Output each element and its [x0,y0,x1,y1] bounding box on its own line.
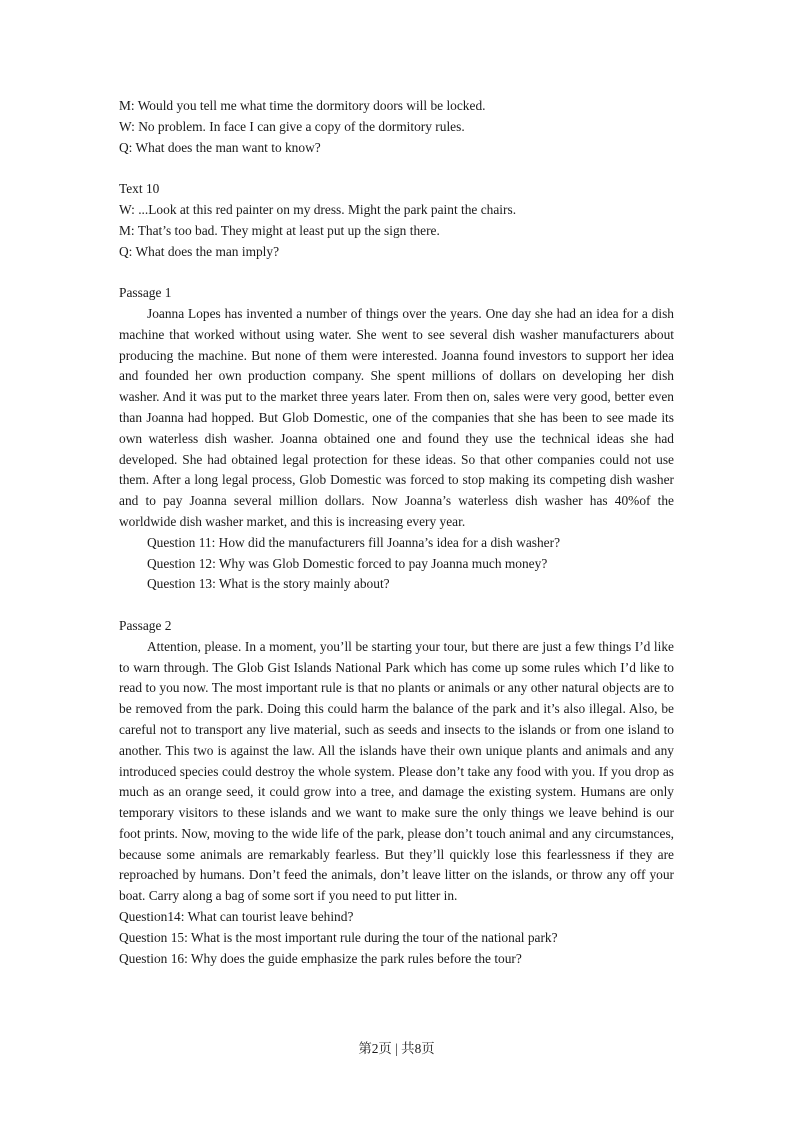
question-item: Question 11: How did the manufacturers fill Joanna’s idea for a dish washer? [147,534,561,550]
spacer [119,262,674,283]
dialogue-line: M: Would you tell me what time the dormitory doors will be locked. [119,98,486,113]
spacer [119,158,674,179]
section-heading: Passage 1 [119,285,172,301]
spacer [119,595,674,616]
dialogue-line: M: That’s too bad. They might at least put up the sign there. [119,222,440,238]
dialogue-text-10 [119,179,674,262]
dialogue-line: W: ...Look at this red painter on my dress. Might the park paint the chairs. [119,201,517,217]
passage-body: Attention, please. In a moment, you’ll be starting your tour, but there are just a few things I’d like to warn through. The Glob Gist Islands National Park which has come up some rules which I’d like to read to you now. The most important rule is that no plants or animals or any other natural objects are to be removed from the park. Doing this could harm the balance of the park and it’s also illegal. Also, be careful not to transport any live material, such as seeds and insects to the islands or from one island to another. This two is against the law. All the islands have their own unique plants and animals and any introduced species could destroy the whole system. Please don’t take any food with you. If you drop as much as an orange seed, it could grow into a tree, and damage the existing system. Humans are only temporary visitors to these islands and we want to make sure the only things we leave behind is our foot prints. Now, moving to the wide life of the park, please don’t touch animal and any circumstances, because some animals are remarkably fearless. But they’ll quickly lose this fearlessness if they are reproached by humans. Don’t feed the animals, don’t leave litter on the islands, or throw any off your boat. Carry along a bag of some sort if you need to put litter in. [119,638,674,904]
passage-body: Joanna Lopes has invented a number of things over the years. One day she had an idea for a dish machine that worked without using water. She went to see several dish washer manufacturers about producing the machine. But none of them were interested. Joanna found investors to support her idea and founded her own production company. She spent millions of dollars on developing her dish washer. And it was put to the market three years later. From then on, sales were very good, better even than Joanna had hopped. But Glob Domestic, one of the companies that she has been to see made its own waterless dish washer. Joanna obtained one and found they use the technical ideas she had developed. She had obtained legal protection for these ideas. So that other companies could not use them. After a long legal process, Glob Domestic was forced to stop making its competing dish washer and to pay Joanna several million dollars. Now Joanna’s waterless dish washer has 40%of the worldwide dish washer market, and this is increasing every year. [119,305,674,529]
section-heading: Passage 2 [119,617,172,633]
question-item: Question 15: What is the most important rule during the tour of the national park? [119,929,558,945]
section-heading: Text 10 [119,181,160,197]
passage-2 [119,616,674,970]
dialogue-line: W: No problem. In face I can give a copy of the dormitory rules. [119,118,465,134]
passage-1 [119,283,674,595]
question-item: Question 12: Why was Glob Domestic forced to pay Joanna much money? [147,555,548,571]
dialogue-text-9 [119,96,674,158]
dialogue-question: Q: What does the man imply? [119,243,280,259]
page-footer: 第2页 | 共8页 [358,1041,435,1056]
document-page [119,96,674,969]
question-item: Question 13: What is the story mainly about? [147,576,390,592]
dialogue-question: Q: What does the man want to know? [119,139,321,155]
question-item: Question14: What can tourist leave behind? [119,909,354,925]
question-item: Question 16: Why does the guide emphasize the park rules before the tour? [119,950,522,966]
